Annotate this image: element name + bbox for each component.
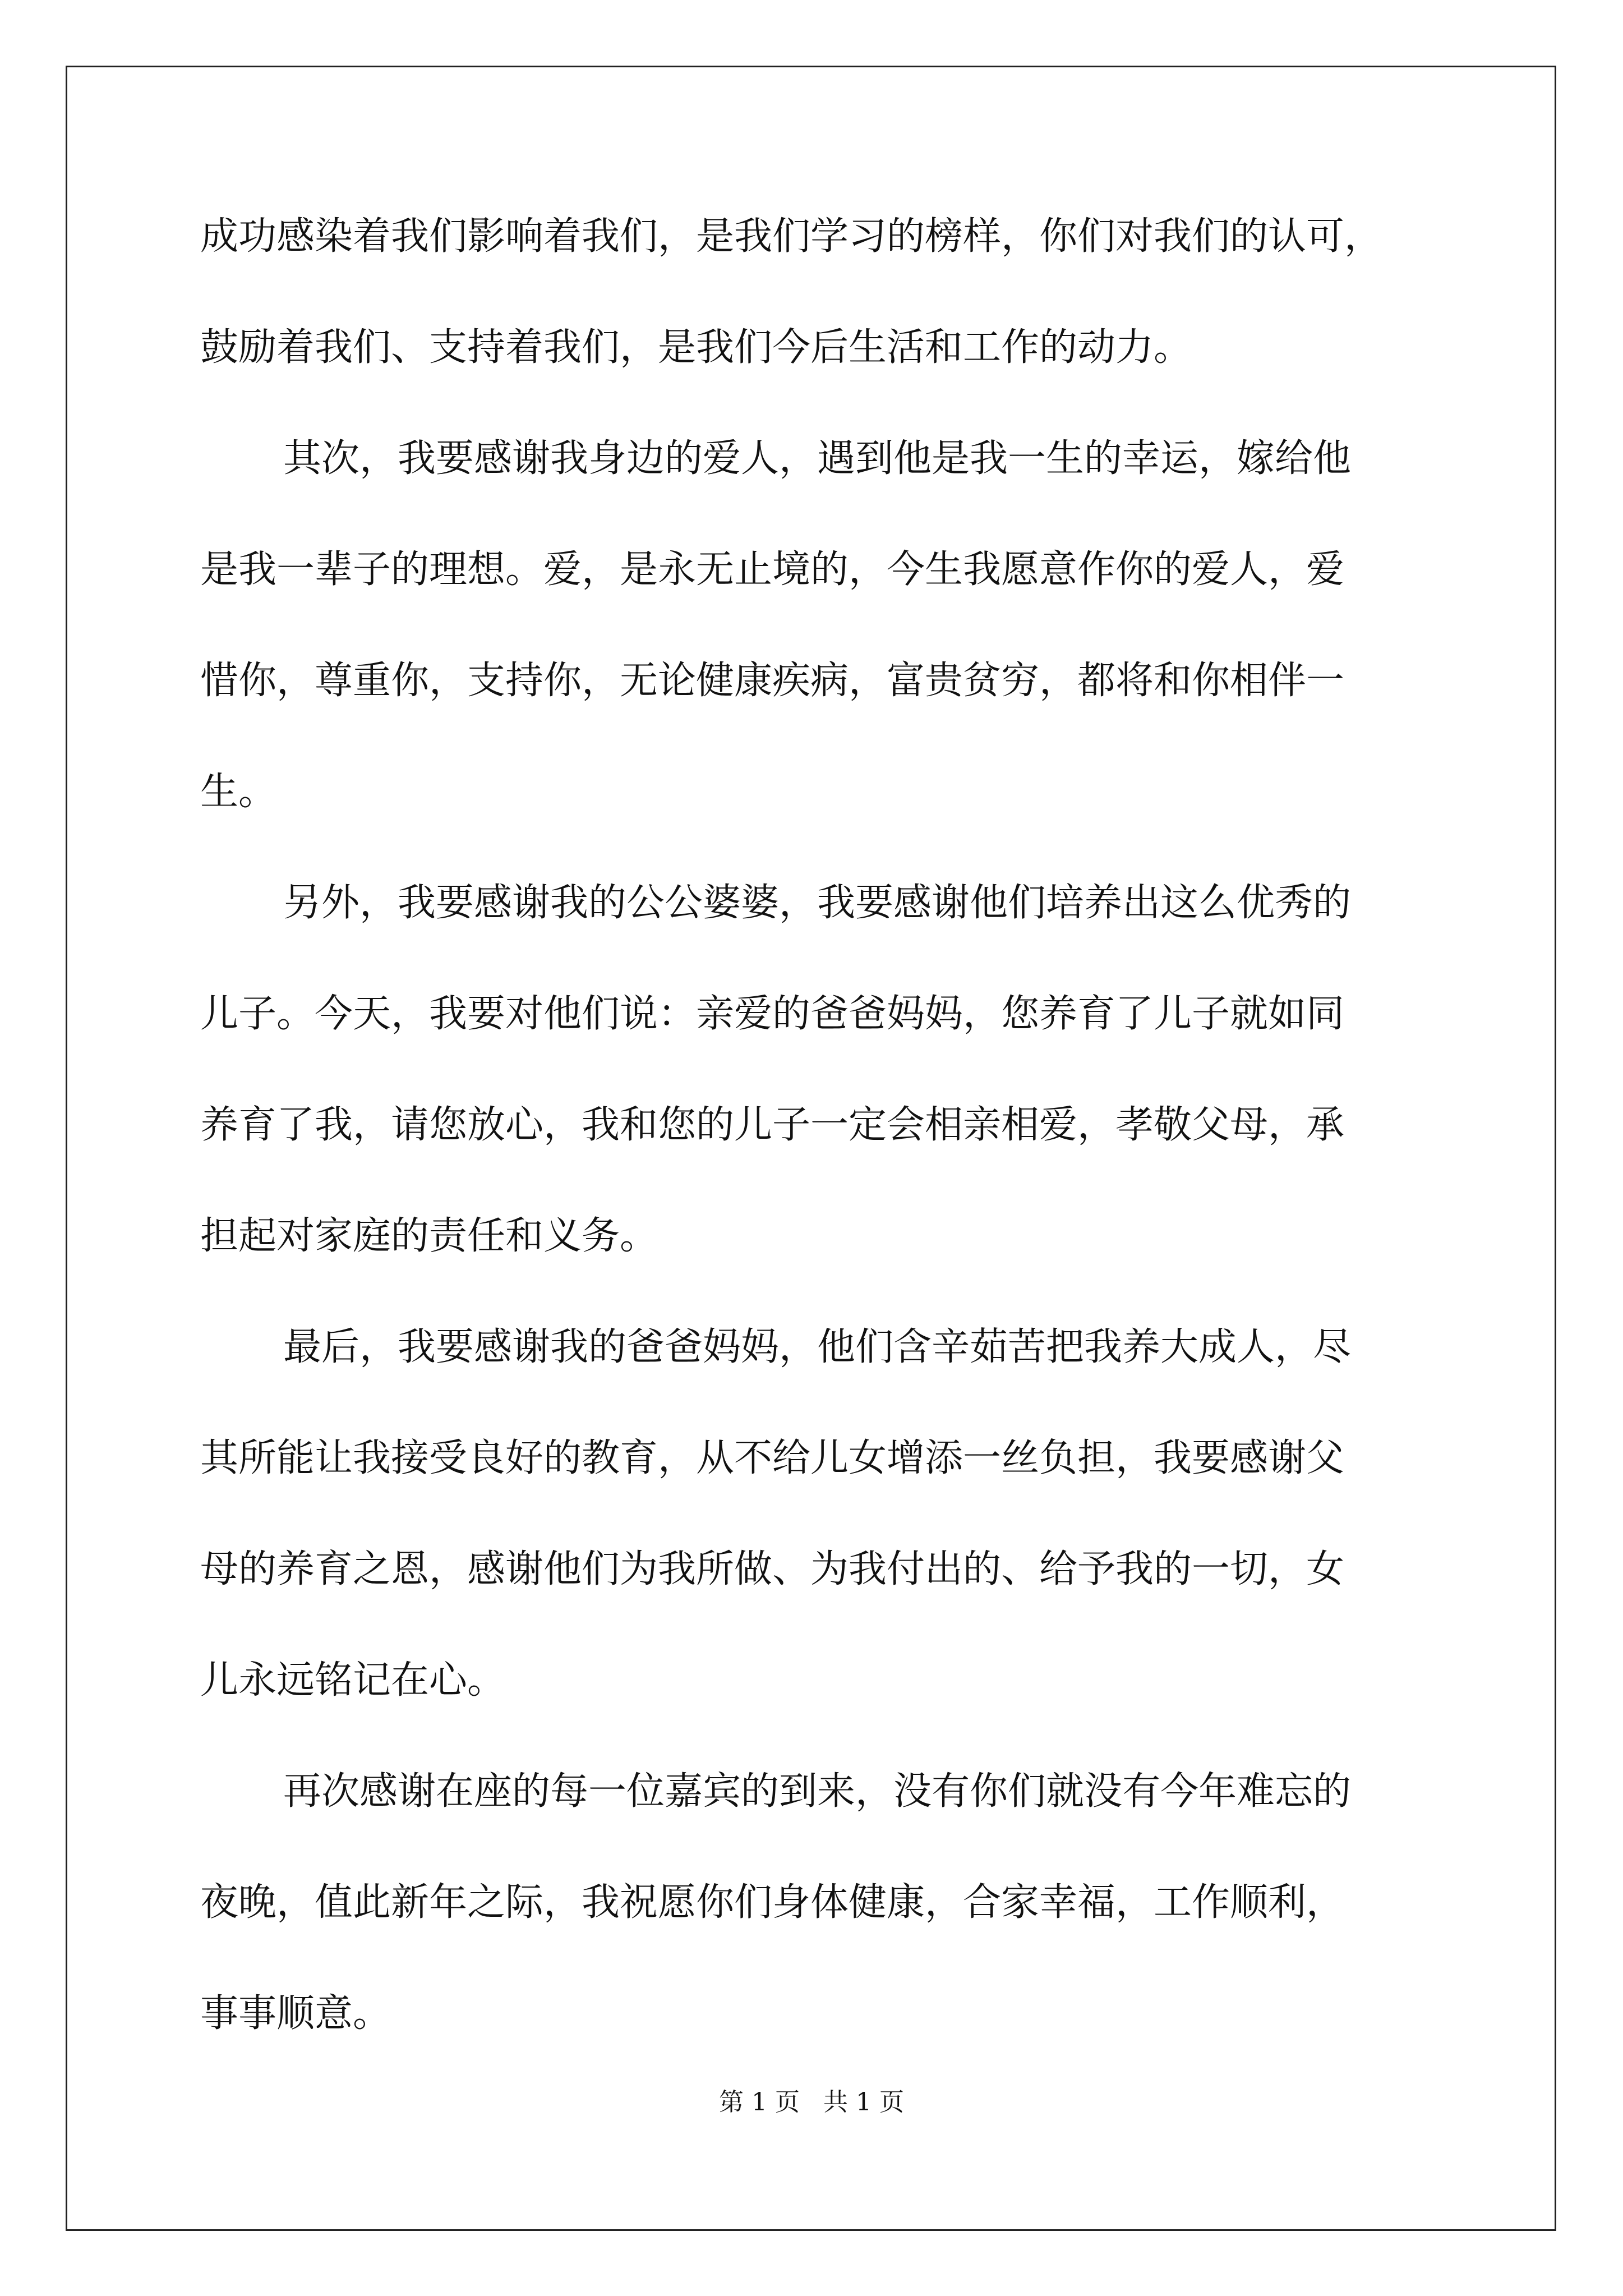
- text-line: 惜你，尊重你，支持你，无论健康疾病，富贵贫穷，都将和你相伴一: [200, 659, 1345, 703]
- text-line: 成功感染着我们影响着我们，是我们学习的榜样，你们对我们的认可，: [200, 214, 1383, 259]
- text-line: 鼓励着我们、支持着我们，是我们今后生活和工作的动力。: [200, 325, 1192, 370]
- text-line: 儿永远铭记在心。: [200, 1658, 506, 1703]
- paragraph-first-line: 其次，我要感谢我身边的爱人，遇到他是我一生的幸运，嫁给他: [283, 436, 1352, 481]
- text-line: 母的养育之恩，感谢他们为我所做、为我付出的、给予我的一切，女: [200, 1547, 1345, 1591]
- text-line: 事事顺意。: [200, 1991, 391, 2036]
- text-line: 是我一辈子的理想。爱，是永无止境的，今生我愿意作你的爱人，爱: [200, 547, 1345, 592]
- text-line: 养育了我，请您放心，我和您的儿子一定会相亲相爱，孝敬父母，承: [200, 1103, 1345, 1147]
- text-line: 夜晚，值此新年之际，我祝愿你们身体健康，合家幸福，工作顺利，: [200, 1880, 1345, 1925]
- page-number: 第 1 页 共 1 页: [719, 2088, 904, 2116]
- paragraph-first-line: 另外，我要感谢我的公公婆婆，我要感谢他们培养出这么优秀的: [283, 881, 1352, 925]
- text-line: 担起对家庭的责任和义务。: [200, 1214, 658, 1258]
- text-line: 儿子。今天，我要对他们说：亲爱的爸爸妈妈，您养育了儿子就如同: [200, 992, 1345, 1036]
- text-line: 生。: [200, 770, 277, 814]
- text-line: 其所能让我接受良好的教育，从不给儿女增添一丝负担，我要感谢父: [200, 1436, 1345, 1480]
- paragraph-first-line: 最后，我要感谢我的爸爸妈妈，他们含辛茹苦把我养大成人，尽: [283, 1325, 1352, 1369]
- paragraph-first-line: 再次感谢在座的每一位嘉宾的到来，没有你们就没有今年难忘的: [283, 1769, 1352, 1814]
